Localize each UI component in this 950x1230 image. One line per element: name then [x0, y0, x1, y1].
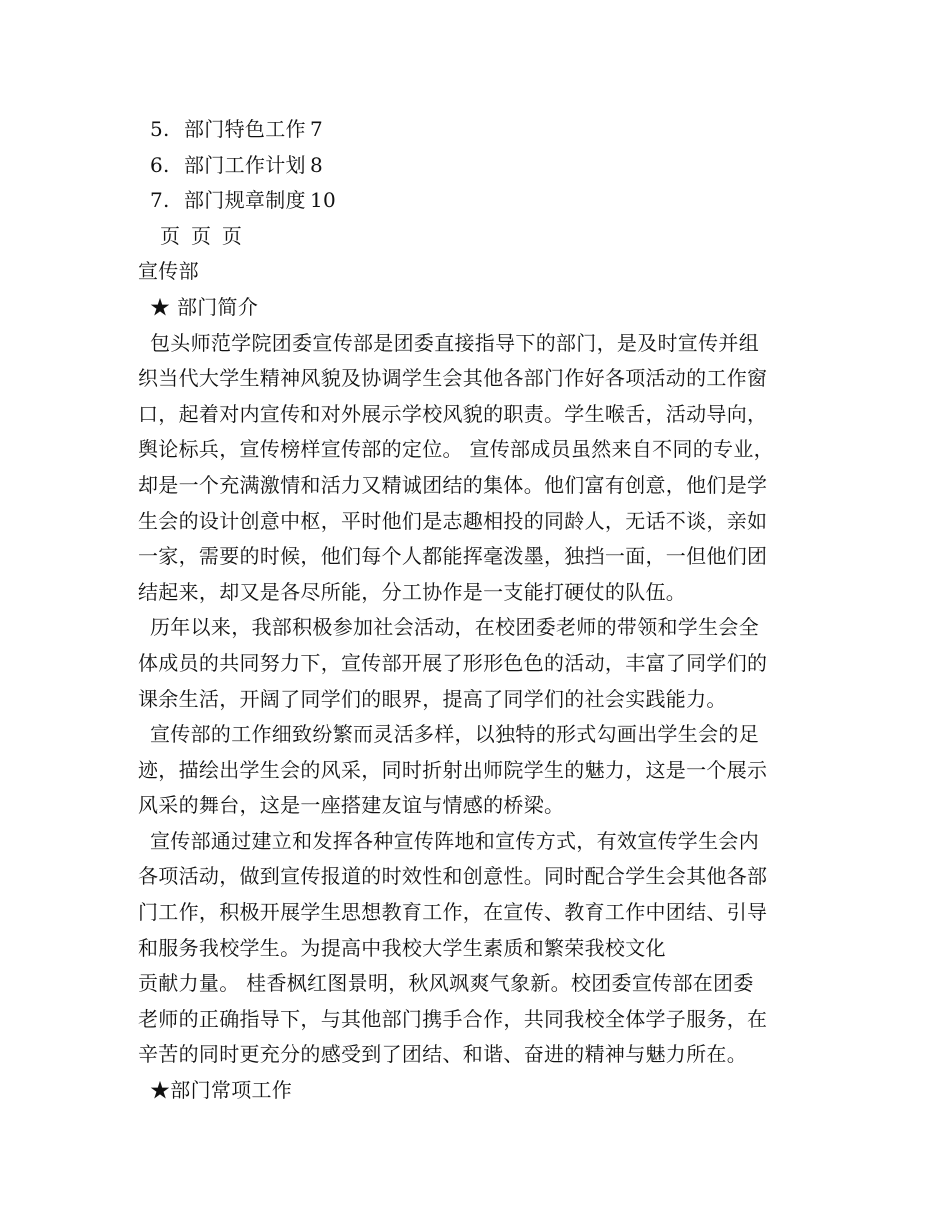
paragraph-line: 历年以来，我部积极参加社会活动，在校团委老师的带领和学生会全	[150, 615, 759, 640]
paragraph-line: 宣传部通过建立和发挥各种宣传阵地和宣传方式，有效宣传学生会内	[150, 828, 759, 853]
paragraph-line: 课余生活，开阔了同学们的眼界，提高了同学们的社会实践能力。	[138, 686, 727, 711]
paragraph-work-style	[138, 717, 818, 824]
toc-page-number: 7	[310, 117, 324, 141]
paragraph-mission	[138, 824, 818, 1073]
paragraph-line: 却是一个充满激情和活力又精诚团结的集体。他们富有创意，他们是学	[138, 472, 768, 497]
paragraph-line: 结起来，却又是各尽所能，分工协作是一支能打硬仗的队伍。	[138, 579, 687, 604]
paragraph-line: 包头师范学院团委宣传部是团委直接指导下的部门，是及时宣传并组	[150, 330, 759, 355]
paragraph-line: 宣传部的工作细致纷繁而灵活多样，以独特的形式勾画出学生会的足	[150, 722, 759, 747]
paragraph-line: 辛苦的同时更充分的感受到了团结、和谐、奋进的精神与魅力所在。	[138, 1042, 747, 1067]
paragraph-line: 体成员的共同努力下，宣传部开展了形形色色的活动，丰富了同学们的	[138, 650, 768, 675]
paragraph-line: 生会的设计创意中枢，平时他们是志趣相投的同龄人，无话不谈，亲如	[138, 508, 768, 533]
paragraph-history	[138, 610, 818, 717]
toc-number: 6.	[150, 152, 170, 177]
paragraph-line: 和服务我校学生。为提高中我校大学生素质和繁荣我校文化	[138, 935, 666, 960]
toc-title: 部门工作计划	[184, 152, 306, 177]
paragraph-line: 风采的舞台，这是一座搭建友谊与情感的桥梁。	[138, 793, 565, 818]
section-heading-regular-work: ★部门常项工作	[150, 1078, 293, 1103]
toc-number: 5.	[150, 117, 170, 141]
paragraph-line: 织当代大学生精神风貌及协调学生会其他各部门作好各项活动的工作窗	[138, 366, 768, 391]
paragraph-line: 门工作，积极开展学生思想教育工作，在宣传、教育工作中团结、引导	[138, 900, 768, 925]
department-title: 宣传部	[138, 259, 199, 284]
toc-item	[138, 112, 818, 148]
paragraph-intro	[138, 326, 818, 611]
toc-title: 部门规章制度	[184, 188, 306, 213]
paragraph-line: 一家，需要的时候，他们每个人都能挥毫泼墨，独挡一面，一但他们团	[138, 544, 768, 569]
toc-item	[138, 148, 818, 184]
toc-page-number: 8	[310, 152, 324, 177]
section-heading-intro: ★ 部门简介	[150, 294, 259, 319]
paragraph-line: 迹，描绘出学生会的风采，同时折射出师院学生的魅力，这是一个展示	[138, 757, 768, 782]
paragraph-line: 贡献力量。 桂香枫红图景明，秋风飒爽气象新。校团委宣传部在团委	[138, 971, 754, 996]
toc-title: 部门特色工作	[184, 117, 306, 141]
toc-page-marks: 页 页 页	[160, 223, 243, 248]
paragraph-line: 各项活动，做到宣传报道的时效性和创意性。同时配合学生会其他各部	[138, 864, 768, 889]
paragraph-line: 老师的正确指导下，与其他部门携手合作，共同我校全体学子服务，在	[138, 1006, 768, 1031]
toc-page-number: 10	[310, 188, 337, 213]
paragraph-line: 舆论标兵，宣传榜样宣传部的定位。 宣传部成员虽然来自不同的专业，	[138, 437, 774, 462]
paragraph-line: 口，起着对内宣传和对外展示学校风貌的职责。学生喉舌，活动导向，	[138, 401, 768, 426]
document-page	[138, 112, 818, 1109]
toc-number: 7.	[150, 188, 170, 213]
toc-item	[138, 183, 818, 219]
